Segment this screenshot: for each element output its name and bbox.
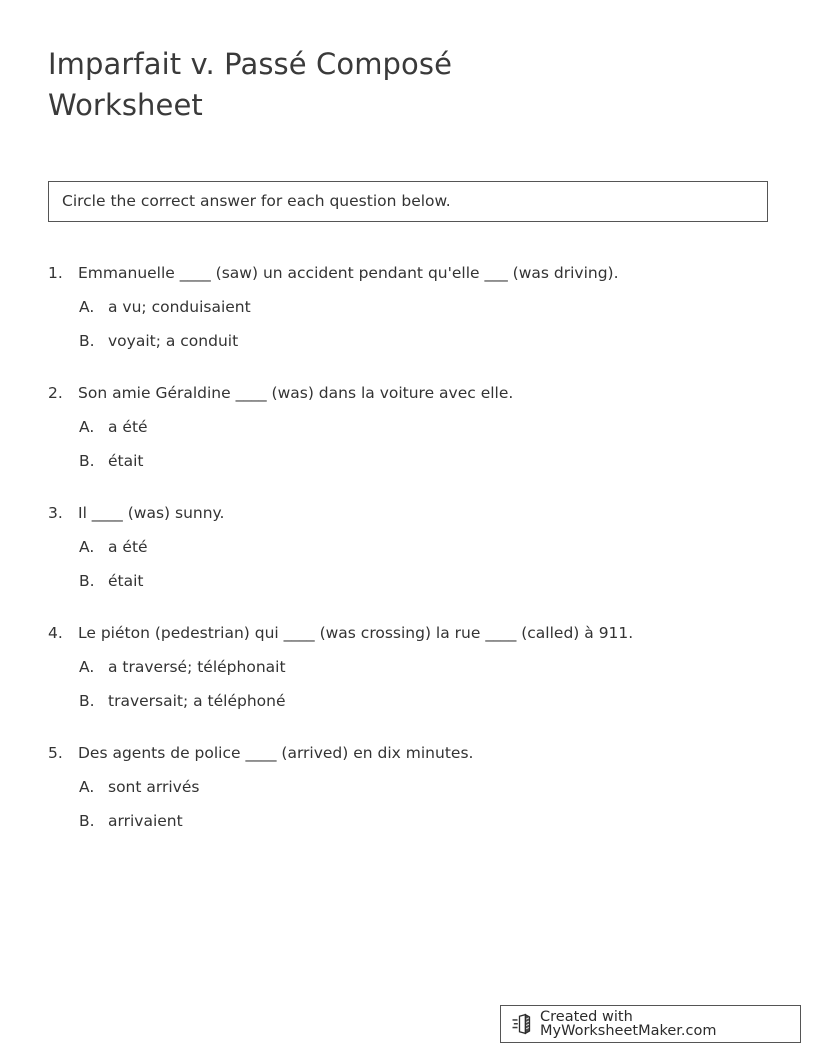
question-number: 1. (48, 264, 63, 282)
choice-letter: A. (79, 538, 95, 556)
question-text: Il ____ (was) sunny. (78, 504, 225, 522)
instruction-box (48, 181, 768, 222)
choice-text: était (108, 572, 144, 590)
choice-text: était (108, 452, 144, 470)
choice-text: a vu; conduisaient (108, 298, 251, 316)
question-number: 2. (48, 384, 63, 402)
question-number: 5. (48, 744, 63, 762)
choice-option[interactable] (48, 690, 768, 712)
choice-letter: B. (79, 332, 95, 350)
created-with-badge-label: Created with MyWorksheetMaker.com (540, 1008, 717, 1039)
choice-option[interactable] (48, 656, 768, 678)
question-number: 4. (48, 624, 63, 642)
question-line (48, 262, 768, 284)
question-text: Son amie Géraldine ____ (was) dans la voiture avec elle. (78, 384, 514, 402)
question-item (48, 262, 768, 352)
question-line (48, 742, 768, 764)
page-title (48, 44, 608, 126)
question-number: 3. (48, 504, 63, 522)
choice-text: arrivaient (108, 812, 183, 830)
choice-text: voyait; a conduit (108, 332, 239, 350)
choice-text: a été (108, 538, 148, 556)
choice-option[interactable] (48, 450, 768, 472)
created-with-badge[interactable] (500, 1005, 801, 1043)
choice-option[interactable] (48, 570, 768, 592)
choice-list (48, 776, 768, 832)
choice-letter: A. (79, 778, 95, 796)
choice-list (48, 656, 768, 712)
question-line (48, 502, 768, 524)
choice-text: sont arrivés (108, 778, 200, 796)
choice-list (48, 296, 768, 352)
question-item (48, 502, 768, 592)
choice-text: traversait; a téléphoné (108, 692, 286, 710)
choice-text: a été (108, 418, 148, 436)
question-item (48, 622, 768, 712)
choice-list (48, 416, 768, 472)
choice-letter: A. (79, 298, 95, 316)
choice-option[interactable] (48, 296, 768, 318)
page-title-line-2: Worksheet (48, 88, 203, 122)
choice-letter: B. (79, 812, 95, 830)
question-text: Des agents de police ____ (arrived) en dix minutes. (78, 744, 474, 762)
choice-letter: B. (79, 452, 95, 470)
question-line (48, 622, 768, 644)
worksheet-maker-logo-icon (512, 1013, 534, 1035)
page-title-line-1: Imparfait v. Passé Composé (48, 47, 453, 81)
choice-list (48, 536, 768, 592)
choice-option[interactable] (48, 776, 768, 798)
question-item (48, 382, 768, 472)
choice-text: a traversé; téléphonait (108, 658, 286, 676)
choice-letter: B. (79, 692, 95, 710)
choice-letter: B. (79, 572, 95, 590)
question-item (48, 742, 768, 832)
question-list (48, 262, 768, 862)
choice-option[interactable] (48, 416, 768, 438)
choice-option[interactable] (48, 330, 768, 352)
choice-option[interactable] (48, 810, 768, 832)
choice-option[interactable] (48, 536, 768, 558)
question-line (48, 382, 768, 404)
instruction-text: Circle the correct answer for each question below. (62, 191, 451, 210)
choice-letter: A. (79, 658, 95, 676)
question-text: Le piéton (pedestrian) qui ____ (was crossing) la rue ____ (called) à 911. (78, 624, 634, 642)
choice-letter: A. (79, 418, 95, 436)
question-text: Emmanuelle ____ (saw) un accident pendant qu'elle ___ (was driving). (78, 264, 619, 282)
